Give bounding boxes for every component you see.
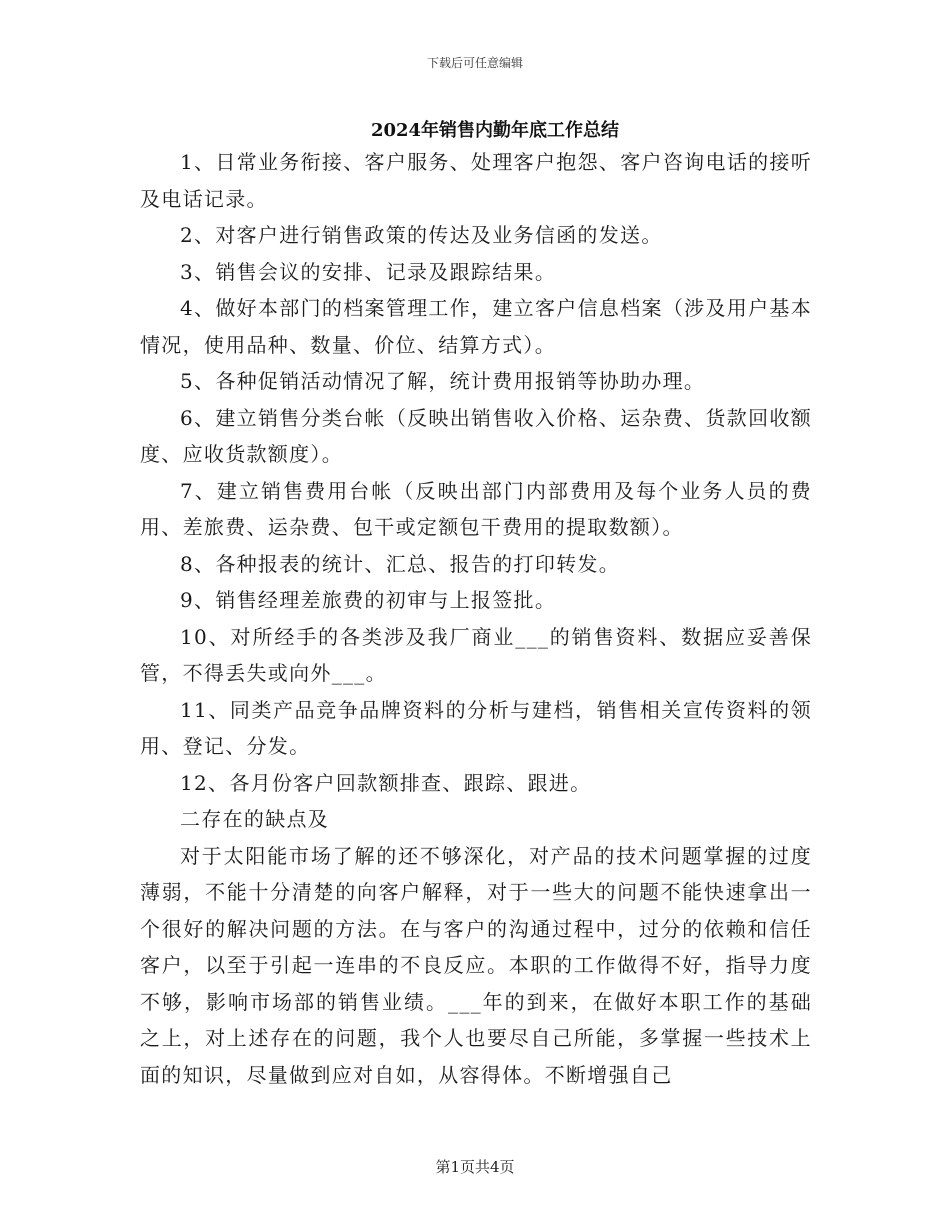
paragraph-shortcomings: 对于太阳能市场了解的还不够深化，对产品的技术问题掌握的过度薄弱，不能十分清楚的向客户解释，对于一些大的问题不能快速拿出一个很好的解决问题的方法。在与客户的沟通过程中，过分的依赖和信任客户，以至于引起一连串的不良反应。本职的工作做得不好，指导力度不够，影响市场部的销售业绩。___年的到来，在做好本职工作的基础之上，对上述存在的问题，我个人也要尽自己所能，多掌握一些技术上面的知识，尽量做到应对自如，从容得体。不断增强自己 <box>140 843 812 1087</box>
paragraph-6: 6、建立销售分类台帐（反映出销售收入价格、运杂费、货款回收额度、应收货款额度）。 <box>140 405 812 466</box>
paragraph-10: 10、对所经手的各类涉及我厂商业___的销售资料、数据应妥善保管，不得丢失或向外___。 <box>140 624 812 685</box>
paragraph-5: 5、各种促销活动情况了解，统计费用报销等协助办理。 <box>180 369 706 393</box>
paragraph-11: 11、同类产品竞争品牌资料的分析与建档，销售相关宣传资料的领用、登记、分发。 <box>140 697 812 758</box>
paragraph-2: 2、对客户进行销售政策的传达及业务信函的发送。 <box>180 223 663 247</box>
section-heading: 二存在的缺点及 <box>180 807 330 831</box>
paragraph-3: 3、销售会议的安排、记录及跟踪结果。 <box>180 259 557 284</box>
document-title: 2024年销售内勤年底工作总结 <box>370 120 620 141</box>
paragraph-4: 4、做好本部门的档案管理工作，建立客户信息档案（涉及用户基本情况，使用品种、数量、价位、结算方式）。 <box>140 296 812 357</box>
paragraph-12: 12、各月份客户回款额排查、跟踪、跟进。 <box>180 770 592 795</box>
page-number: 第1页共4页 <box>435 1158 515 1176</box>
paragraph-1: 1、日常业务衔接、客户服务、处理客户抱怨、客户咨询电话的接听及电话记录。 <box>140 150 812 211</box>
header-note: 下载后可任意编辑 <box>426 56 523 70</box>
paragraph-7: 7、建立销售费用台帐（反映出部门内部费用及每个业务人员的费用、差旅费、运杂费、包干或定额包干费用的提取数额）。 <box>140 478 812 539</box>
document-body <box>140 144 812 1093</box>
paragraph-8: 8、各种报表的统计、汇总、报告的打印转发。 <box>180 551 621 576</box>
paragraph-9: 9、销售经理差旅费的初审与上报签批。 <box>180 588 557 612</box>
